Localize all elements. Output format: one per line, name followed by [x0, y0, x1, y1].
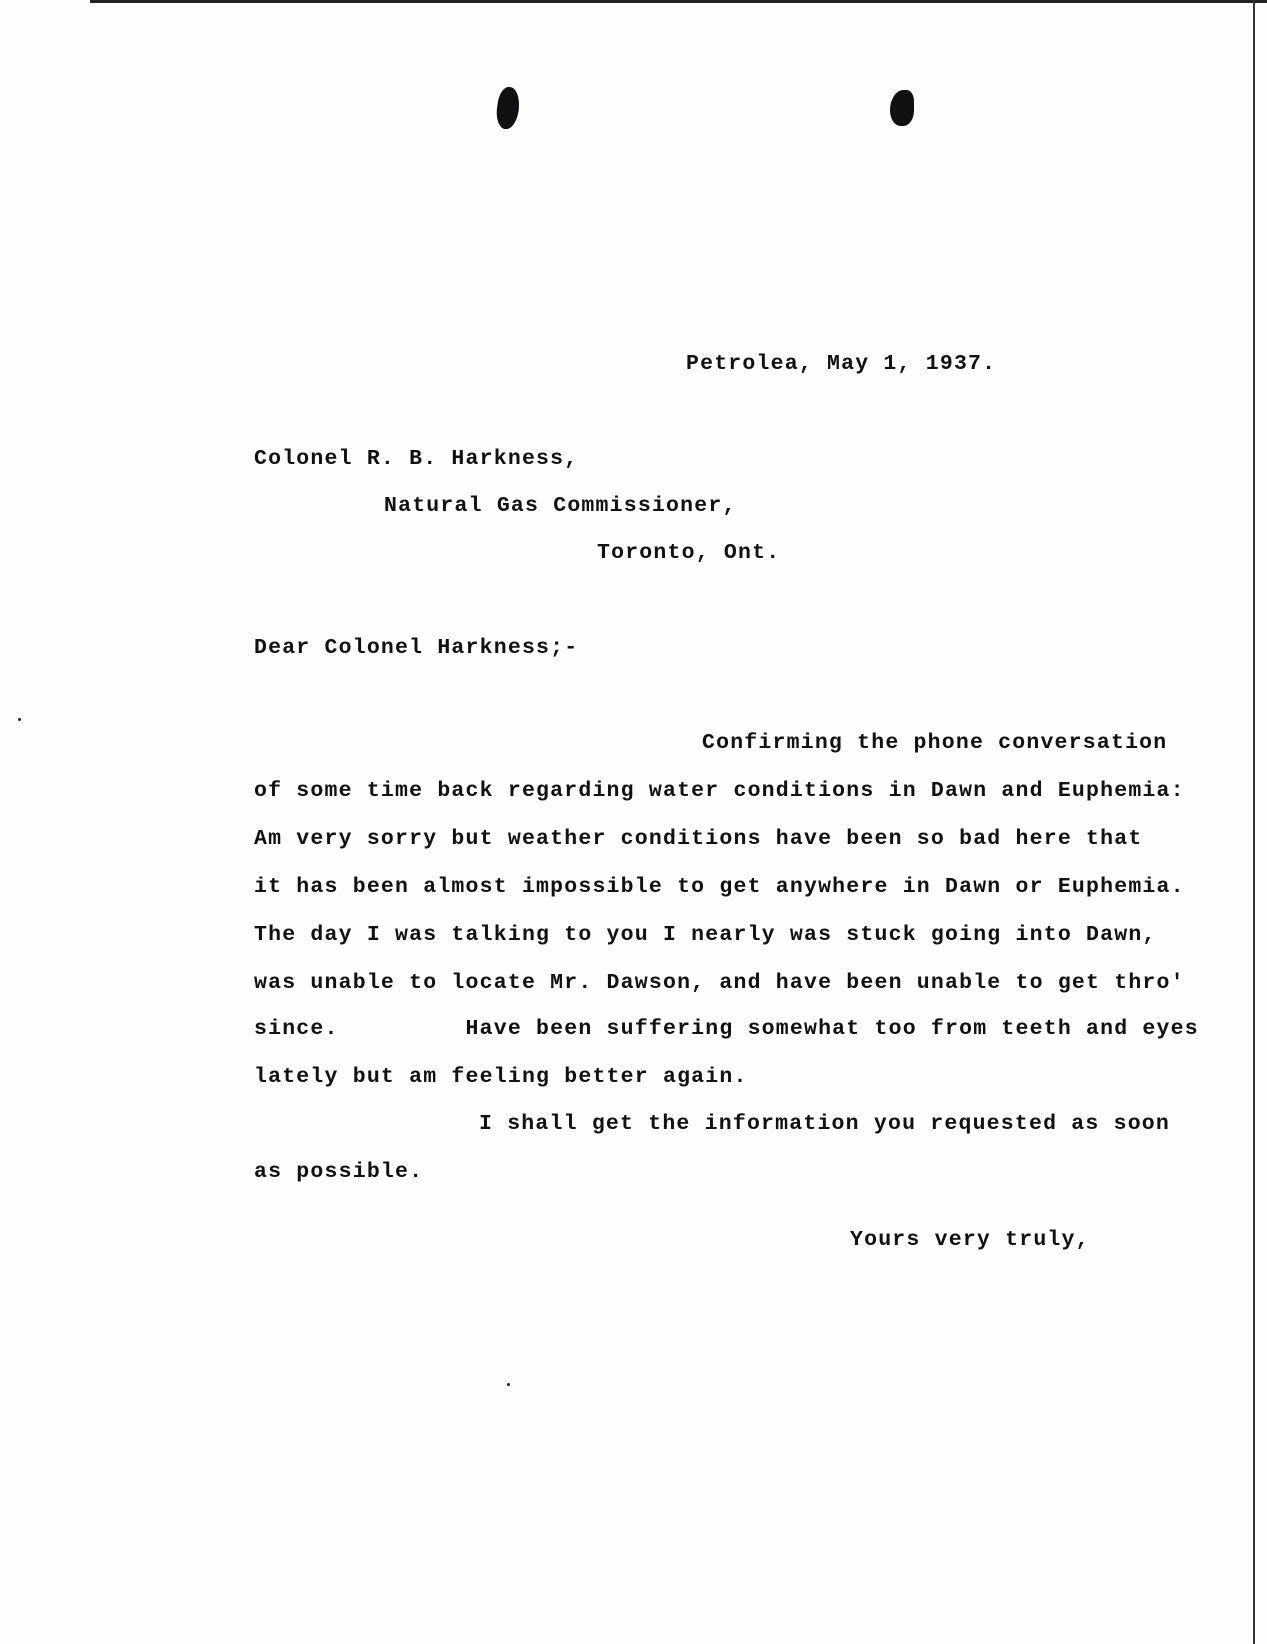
punch-hole-left-icon — [494, 87, 522, 129]
closing: Yours very truly, — [850, 1228, 1090, 1252]
salutation: Dear Colonel Harkness;- — [254, 636, 579, 660]
body-line: The day I was talking to you I nearly was stuck going into Dawn, — [254, 923, 1157, 947]
dateline: Petrolea, May 1, 1937. — [686, 352, 997, 376]
recipient-name: Colonel R. B. Harkness, — [254, 447, 579, 471]
body-line: was unable to locate Mr. Dawson, and have been unable to get thro' — [254, 971, 1185, 995]
body-line: I shall get the information you requested as soon — [479, 1112, 1171, 1136]
body-line: lately but am feeling better again. — [254, 1065, 748, 1089]
page-right-edge — [1253, 0, 1255, 1644]
recipient-title: Natural Gas Commissioner, — [384, 494, 737, 518]
speck-mark — [507, 1383, 510, 1386]
body-line: Confirming the phone conversation — [702, 731, 1168, 755]
speck-mark — [18, 718, 21, 721]
body-line: of some time back regarding water conditions in Dawn and Euphemia: — [254, 779, 1185, 803]
recipient-city: Toronto, Ont. — [597, 541, 781, 565]
body-line: Am very sorry but weather conditions have been so bad here that — [254, 827, 1143, 851]
body-line: since. Have been suffering somewhat too from teeth and eyes — [254, 1017, 1199, 1041]
body-line: it has been almost impossible to get anywhere in Dawn or Euphemia. — [254, 875, 1185, 899]
punch-hole-right-icon — [890, 90, 914, 126]
body-line: as possible. — [254, 1160, 424, 1184]
page-top-edge — [90, 0, 1267, 3]
